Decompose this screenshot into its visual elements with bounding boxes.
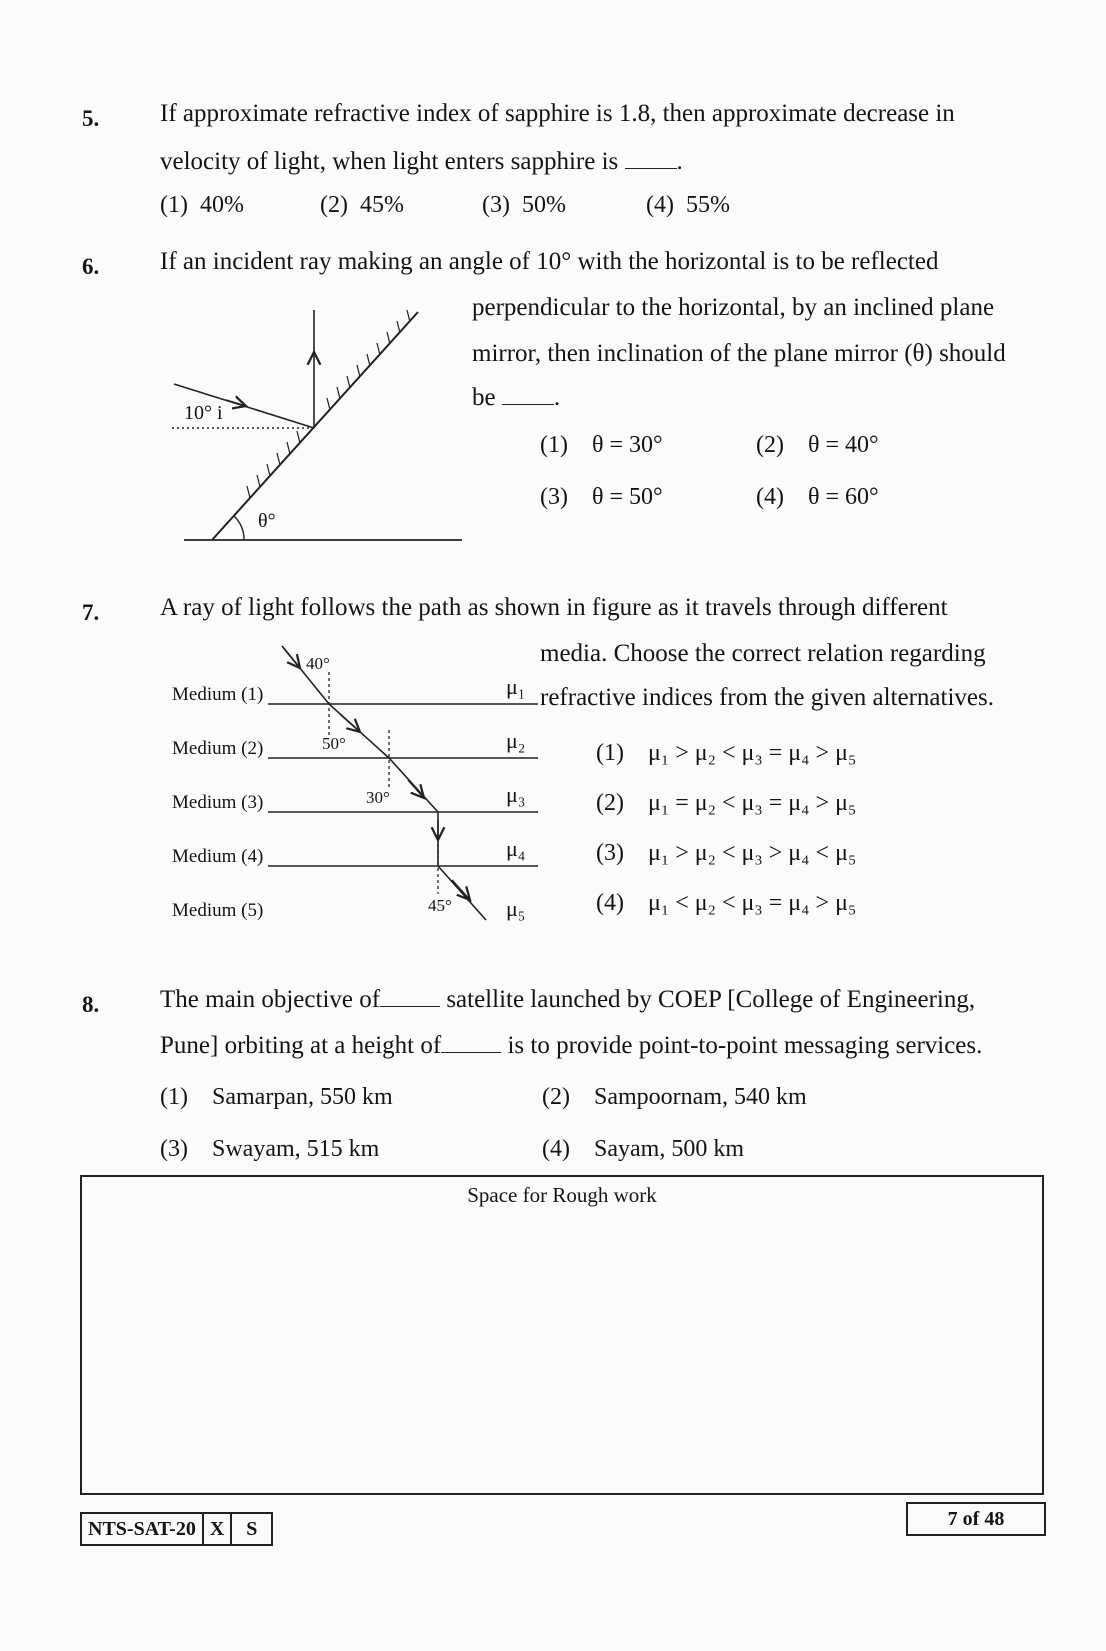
question-number: 5. [82, 106, 100, 131]
mu-label: μ₃ [506, 782, 526, 807]
option[interactable]: (1) 40% [160, 192, 244, 218]
mu-label: μ₄ [506, 836, 526, 861]
option[interactable]: (3) 50% [482, 192, 566, 218]
option[interactable]: (3) μ₁ > μ₂ < μ₃ > μ₄ < μ₅ [596, 840, 857, 866]
question-number: 6. [82, 254, 100, 279]
mu-label: μ₂ [506, 728, 526, 753]
class-code: X [204, 1514, 232, 1544]
option[interactable]: (2) μ₁ = μ₂ < μ₃ = μ₄ > μ₅ [596, 790, 857, 816]
option[interactable]: (1) θ = 30° [540, 432, 663, 458]
option[interactable]: (3) Swayam, 515 km [160, 1136, 380, 1162]
paper-code [80, 1512, 273, 1546]
option[interactable]: (4) μ₁ < μ₂ < μ₃ = μ₄ > μ₅ [596, 890, 857, 916]
rough-work-caption: Space for Rough work [467, 1183, 657, 1207]
section-code: S [246, 1518, 258, 1540]
option[interactable]: (3) θ = 50° [540, 484, 663, 510]
theta-label: θ° [258, 510, 276, 532]
rough-work-box [80, 1175, 1044, 1495]
question-text: perpendicular to the horizontal, by an inclined plane [472, 294, 995, 321]
angle-label: 45° [428, 896, 452, 915]
angle-label: 10° i [184, 402, 223, 424]
angle-label: 30° [366, 788, 390, 807]
option[interactable]: (4) 55% [646, 192, 730, 218]
question-text: be . [472, 384, 561, 411]
angle-label: 40° [306, 654, 330, 673]
question-text: mirror, then inclination of the plane mirror (θ) should [472, 340, 1006, 367]
option[interactable]: (2) Sampoornam, 540 km [542, 1084, 807, 1110]
page-number: 7 of 48 [906, 1502, 1046, 1536]
medium-label: Medium (1) [172, 684, 264, 705]
mu-label: μ₅ [506, 896, 526, 921]
option[interactable]: (2) θ = 40° [756, 432, 879, 458]
mu-label: μ₁ [506, 674, 526, 699]
option[interactable]: (2) 45% [320, 192, 404, 218]
question-number: 8. [82, 992, 100, 1017]
option[interactable]: (1) Samarpan, 550 km [160, 1084, 393, 1110]
medium-label: Medium (3) [172, 792, 264, 813]
question-text: If approximate refractive index of sapphire is 1.8, then approximate decrease in [160, 100, 955, 127]
question-text: A ray of light follows the path as shown in figure as it travels through different [160, 594, 948, 621]
medium-label: Medium (5) [172, 900, 264, 921]
exam-code: NTS-SAT-20 [82, 1514, 204, 1544]
option[interactable]: (4) θ = 60° [756, 484, 879, 510]
medium-label: Medium (4) [172, 846, 264, 867]
question-text: The main objective of satellite launched by COEP [College of Engineering, [160, 986, 976, 1013]
option[interactable]: (4) Sayam, 500 km [542, 1136, 744, 1162]
question-text: refractive indices from the given alternatives. [540, 684, 994, 711]
question-text: velocity of light, when light enters sapphire is . [160, 148, 683, 175]
question-text: If an incident ray making an angle of 10° with the horizontal is to be reflected [160, 248, 939, 275]
question-number: 7. [82, 600, 100, 625]
question-text: Pune] orbiting at a height of is to provide point-to-point messaging services. [160, 1032, 983, 1059]
angle-label: 50° [322, 734, 346, 753]
medium-label: Medium (2) [172, 738, 264, 759]
option[interactable]: (1) μ₁ > μ₂ < μ₃ = μ₄ > μ₅ [596, 740, 857, 766]
question-text: media. Choose the correct relation regarding [540, 640, 986, 667]
